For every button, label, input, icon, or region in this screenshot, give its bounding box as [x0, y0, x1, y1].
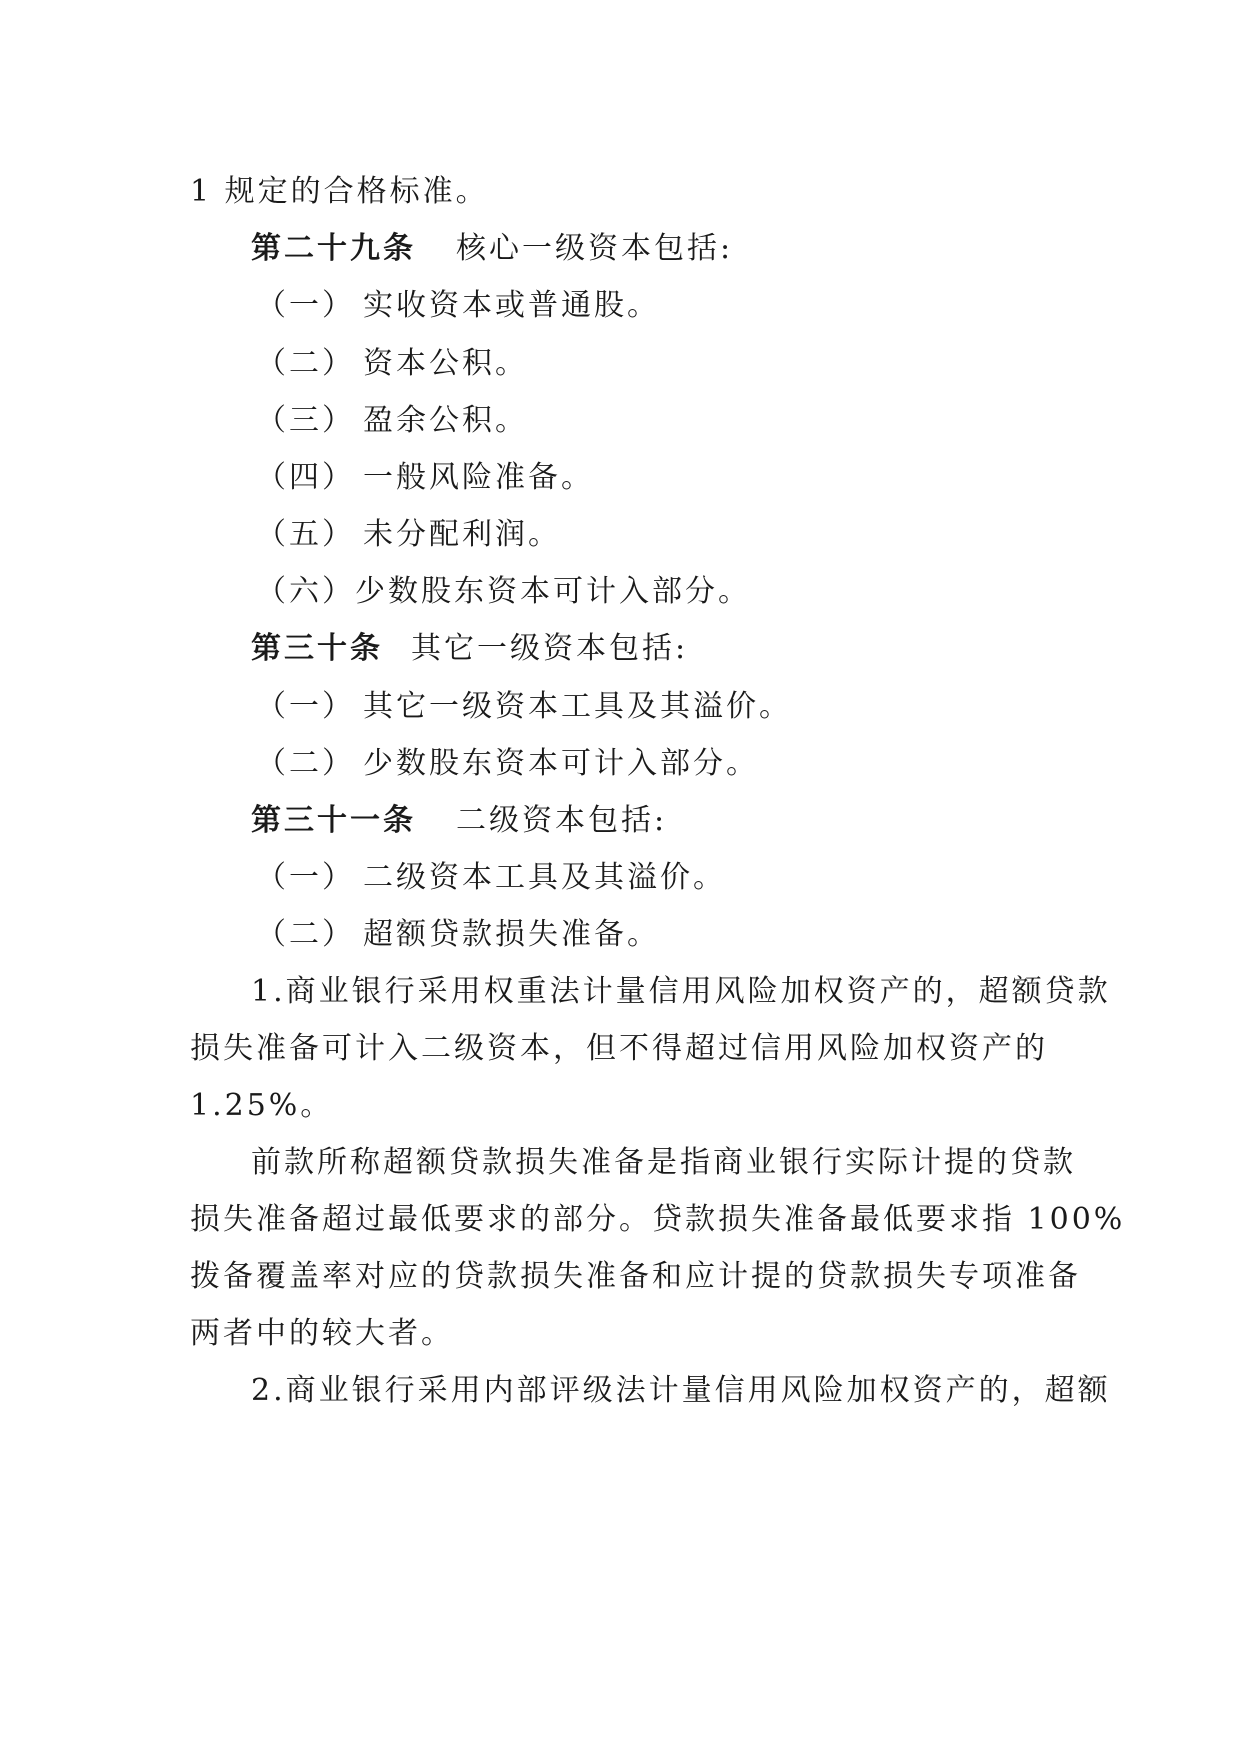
item-number: （一） [256, 288, 355, 323]
list-item [256, 401, 528, 441]
list-item [256, 515, 561, 555]
list-item [256, 286, 660, 326]
item-text: 未分配利润。 [363, 517, 561, 552]
item-number: （二） [256, 346, 355, 381]
item-text: 少数股东资本可计入部分。 [355, 574, 751, 609]
list-item [256, 458, 594, 498]
item-number: （二） [256, 746, 355, 781]
item-text: 一般风险准备。 [363, 460, 594, 495]
item-text: 二级资本工具及其溢价。 [363, 860, 726, 895]
paragraph-line: 拨备覆盖率对应的贷款损失准备和应计提的贷款损失专项准备 [190, 1259, 1081, 1294]
text-line: 1 规定的合格标准。 [190, 174, 489, 209]
article-text: 其它一级资本包括: [411, 631, 689, 666]
paragraph-line: 2.商业银行采用内部评级法计量信用风险加权资产的，超额 [251, 1373, 1111, 1408]
article-label: 第三十一条 [251, 803, 416, 838]
list-item [256, 858, 726, 898]
list-item [256, 744, 759, 784]
article-text: 二级资本包括: [456, 803, 668, 838]
item-text: 资本公积。 [363, 346, 528, 381]
paragraph-line: 损失准备超过最低要求的部分。贷款损失准备最低要求指 100% [190, 1202, 1126, 1237]
list-item [256, 915, 660, 955]
paragraph-line: 前款所称超额贷款损失准备是指商业银行实际计提的贷款 [251, 1145, 1076, 1180]
paragraph-line: 1.25%。 [190, 1088, 334, 1123]
article-label: 第二十九条 [251, 231, 416, 266]
article-29-heading [251, 229, 733, 269]
item-text: 超额贷款损失准备。 [363, 917, 660, 952]
paragraph-line: 损失准备可计入二级资本，但不得超过信用风险加权资产的 [190, 1031, 1048, 1066]
item-text: 盈余公积。 [363, 403, 528, 438]
paragraph-line: 1.商业银行采用权重法计量信用风险加权资产的，超额贷款 [251, 974, 1111, 1009]
item-number: （一） [256, 689, 355, 724]
article-label: 第三十条 [251, 631, 383, 666]
item-number: （五） [256, 517, 355, 552]
article-31-heading [251, 801, 667, 841]
item-number: （四） [256, 460, 355, 495]
article-30-heading [251, 629, 688, 669]
item-number: （一） [256, 860, 355, 895]
item-number: （三） [256, 403, 355, 438]
article-text: 核心一级资本包括: [456, 231, 734, 266]
list-item [256, 572, 751, 612]
paragraph-line: 两者中的较大者。 [190, 1316, 454, 1351]
list-item [256, 344, 528, 384]
item-text: 少数股东资本可计入部分。 [363, 746, 759, 781]
list-item [256, 687, 792, 727]
item-text: 其它一级资本工具及其溢价。 [363, 689, 792, 724]
item-number: （六） [256, 574, 355, 609]
item-number: （二） [256, 917, 355, 952]
item-text: 实收资本或普通股。 [363, 288, 660, 323]
